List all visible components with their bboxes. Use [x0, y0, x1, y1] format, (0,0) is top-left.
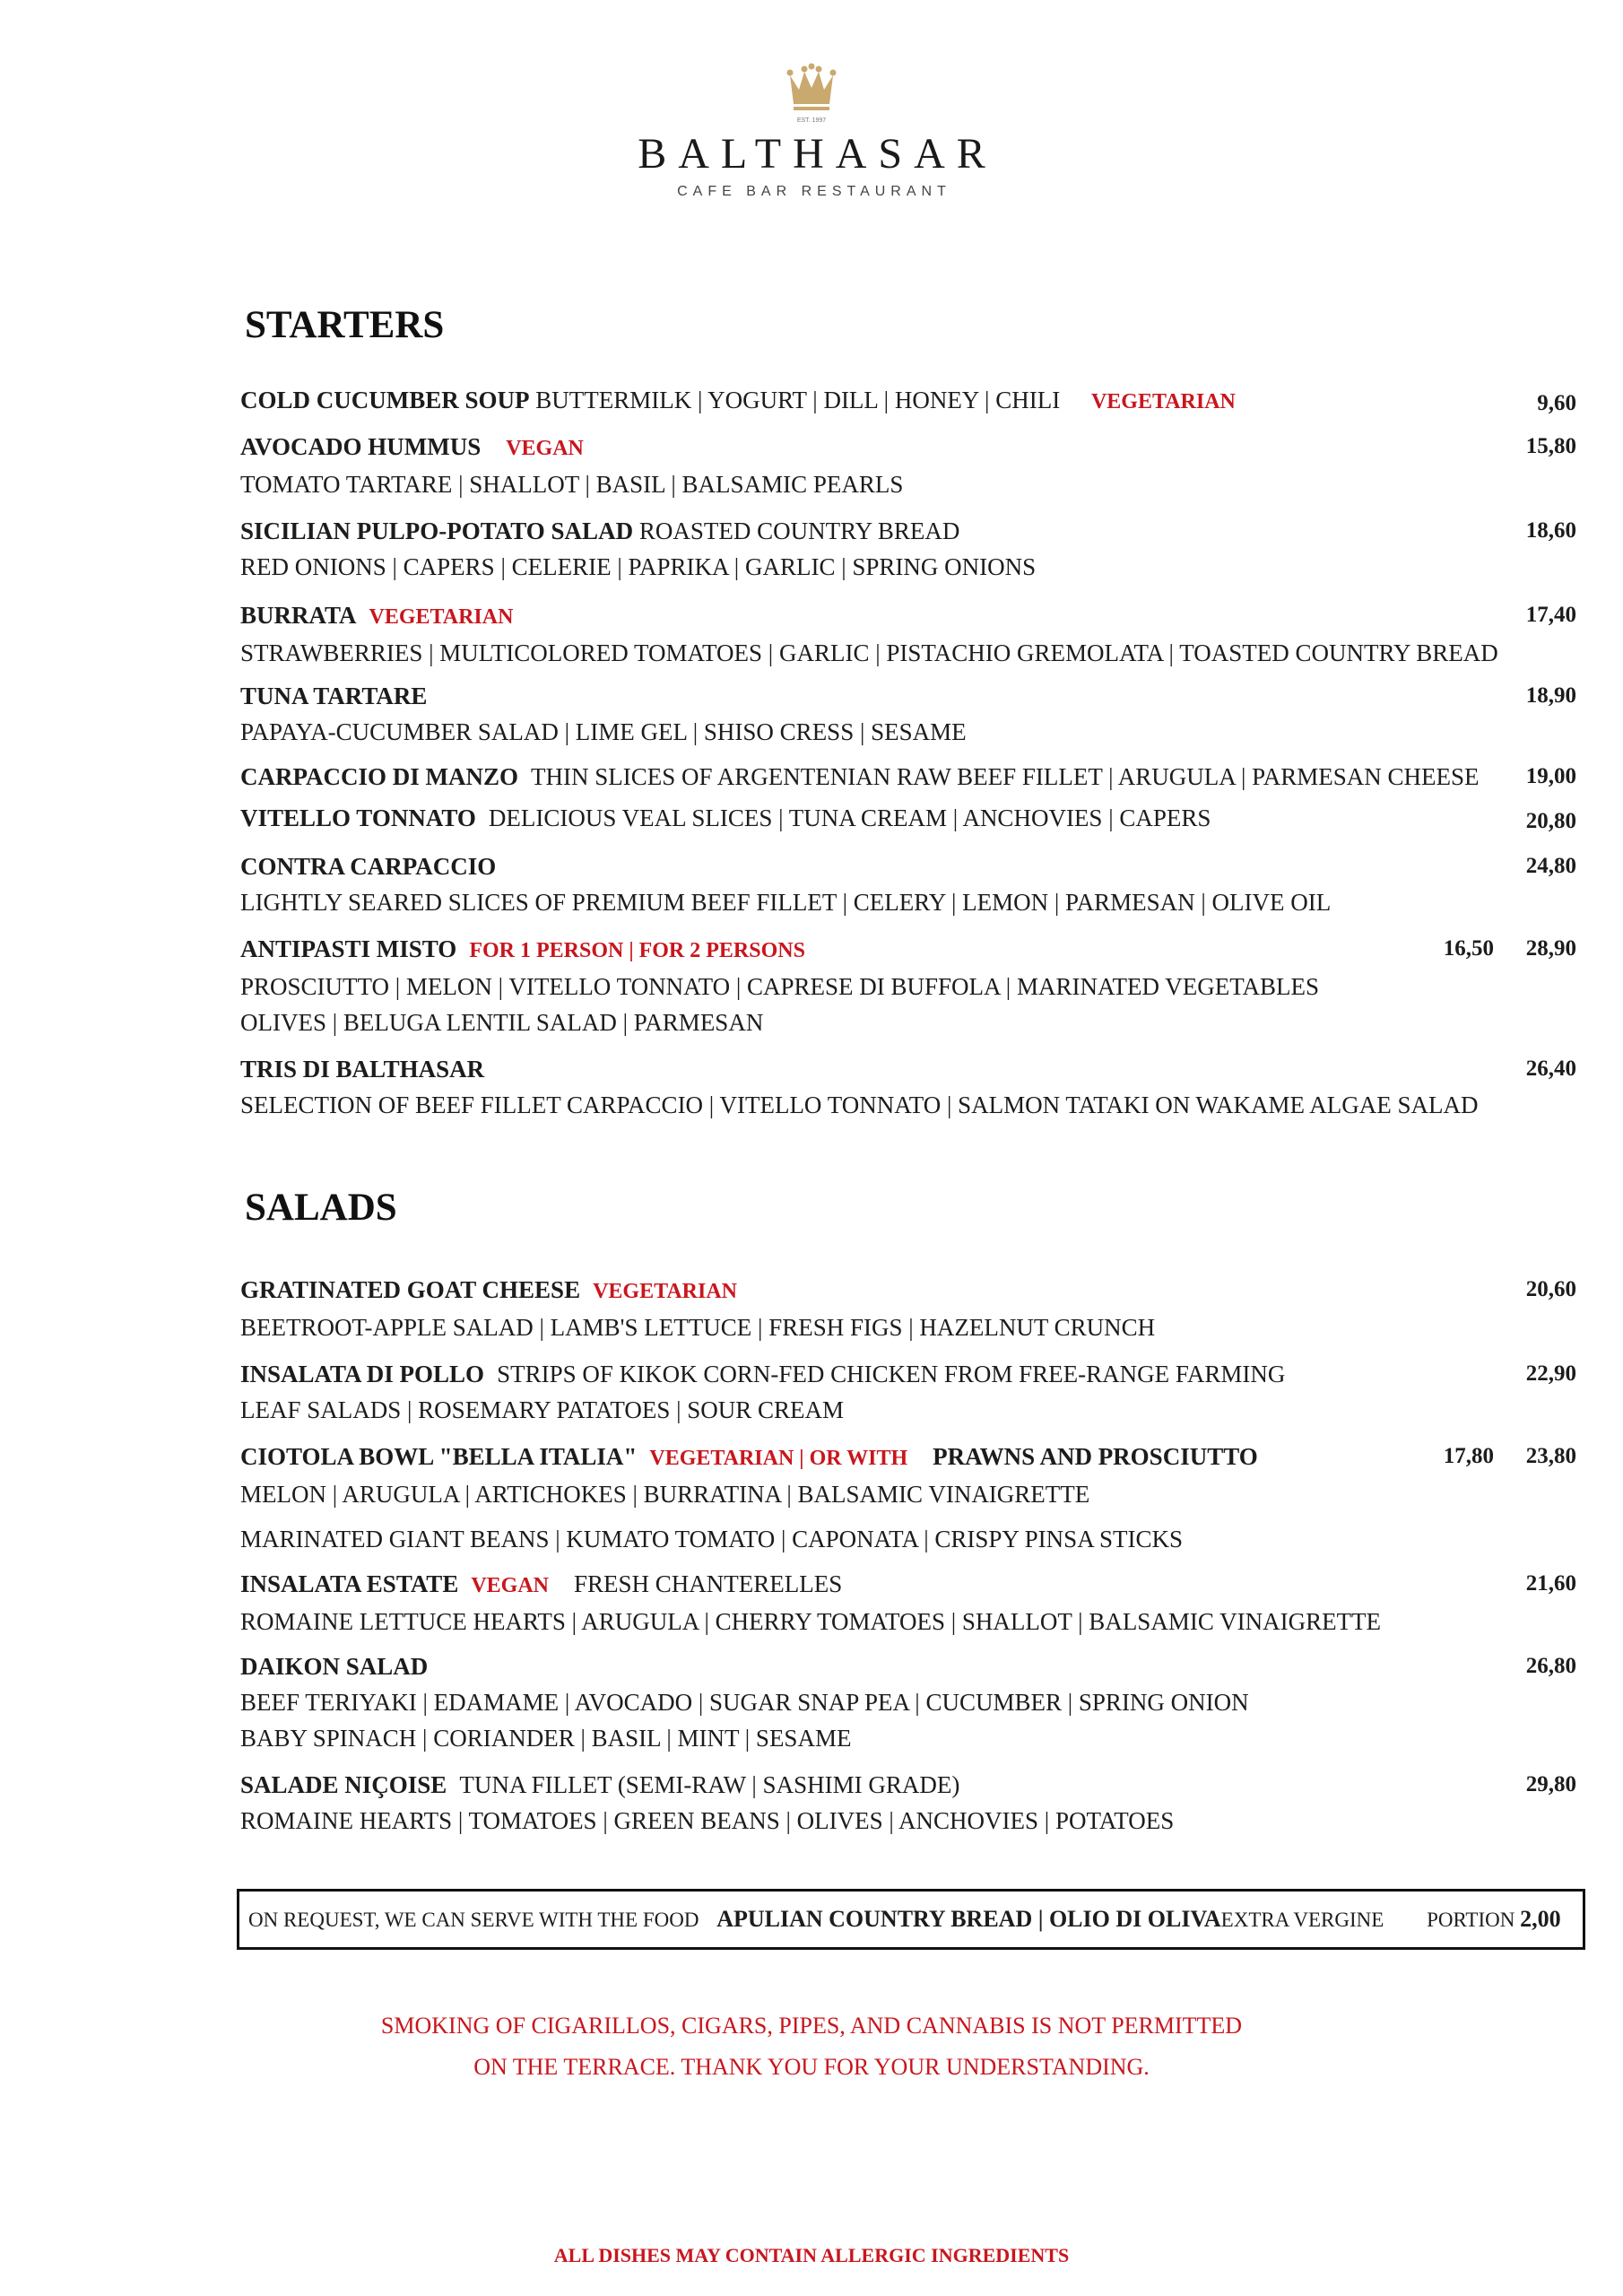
menu-item: [240, 1051, 1576, 1123]
menu-item: [240, 1648, 1576, 1756]
dish-ingredients: PAPAYA-CUCUMBER SALAD | LIME GEL | SHISO CRESS | SESAME: [240, 718, 967, 745]
dish-price: 19,00: [1525, 764, 1576, 788]
dish-ingredients: ROMAINE HEARTS | TOMATOES | GREEN BEANS | OLIVES | ANCHOVIES | POTATOES: [240, 1807, 1175, 1834]
dish-price: 15,80: [1525, 434, 1576, 458]
dish-name: COLD CUCUMBER SOUP: [240, 387, 530, 413]
dish-price: 9,60: [1537, 391, 1576, 415]
dish-name: VITELLO TONNATO: [240, 804, 476, 831]
section-title-starters: STARTERS: [245, 304, 445, 346]
brand-subtitle: CAFE BAR RESTAURANT: [677, 184, 951, 199]
diet-tag: VEGAN: [471, 1574, 550, 1597]
menu-item: [240, 513, 1576, 585]
dish-name: DAIKON SALAD: [240, 1653, 429, 1680]
dish-price: 18,90: [1525, 683, 1576, 708]
dish-description: TUNA FILLET (SEMI-RAW | SASHIMI GRADE): [459, 1771, 960, 1798]
section-title-salads: SALADS: [245, 1187, 397, 1229]
dish-price: 28,90: [1525, 936, 1576, 961]
bread-note-highlight: APULIAN COUNTRY BREAD | OLIO DI OLIVA: [716, 1906, 1221, 1932]
menu-item: [240, 931, 1576, 1040]
portion-price: 2,00: [1520, 1906, 1561, 1932]
dish-price-single: 16,50: [1443, 936, 1494, 961]
dish-name: TUNA TARTARE: [240, 683, 428, 709]
dish-description: DELICIOUS VEAL SLICES | TUNA CREAM | ANCHOVIES | CAPERS: [488, 804, 1211, 831]
diet-tag: VEGETARIAN | OR WITH: [649, 1447, 908, 1470]
bread-note-prefix: ON REQUEST, WE CAN SERVE WITH THE FOOD: [248, 1909, 699, 1931]
dish-description: ROASTED COUNTRY BREAD: [638, 517, 960, 544]
dish-price: 26,40: [1525, 1057, 1576, 1081]
dish-ingredients: STRAWBERRIES | MULTICOLORED TOMATOES | GARLIC | PISTACHIO GREMOLATA | TOASTED COUNTRY BREAD: [240, 639, 1498, 666]
dish-name: TRIS DI BALTHASAR: [240, 1056, 485, 1083]
dish-ingredients: LEAF SALADS | ROSEMARY PATATOES | SOUR CREAM: [240, 1396, 845, 1423]
menu-item: [240, 1566, 1576, 1639]
bread-note-box: [237, 1889, 1585, 1950]
dish-price: 18,60: [1525, 518, 1576, 543]
dish-price: 26,80: [1525, 1654, 1576, 1678]
dish-ingredients: PROSCIUTTO | MELON | VITELLO TONNATO | CAPRESE DI BUFFOLA | MARINATED VEGETABLES: [240, 973, 1320, 1000]
dish-price: 29,80: [1525, 1772, 1576, 1796]
menu-item: [240, 597, 1576, 671]
menu-item: [240, 678, 1576, 750]
diet-tag: VEGAN: [506, 437, 584, 460]
smoking-notice-line1: SMOKING OF CIGARILLOS, CIGARS, PIPES, AND CANNABIS IS NOT PERMITTED: [380, 2013, 1243, 2039]
dish-price: 24,80: [1525, 854, 1576, 878]
dish-name: INSALATA ESTATE: [240, 1570, 459, 1597]
dish-ingredients: MELON | ARUGULA | ARTICHOKES | BURRATINA | BALSAMIC VINAIGRETTE: [240, 1481, 1090, 1508]
diet-tag: FOR 1 PERSON | FOR 2 PERSONS: [469, 939, 805, 962]
dish-price: 21,60: [1525, 1571, 1576, 1596]
dish-ingredients: TOMATO TARTARE | SHALLOT | BASIL | BALSAMIC PEARLS: [240, 471, 904, 498]
menu-item: [240, 800, 1576, 836]
menu-item: [240, 1439, 1576, 1557]
dish-price: 22,90: [1525, 1361, 1576, 1386]
dish-description: FRESH CHANTERELLES: [574, 1570, 843, 1597]
menu-item: [240, 382, 1576, 420]
portion-label: PORTION: [1427, 1909, 1515, 1931]
dish-description: THIN SLICES OF ARGENTENIAN RAW BEEF FILLET | ARUGULA | PARMESAN CHEESE: [531, 763, 1480, 790]
dish-ingredients: MARINATED GIANT BEANS | KUMATO TOMATO | CAPONATA | CRISPY PINSA STICKS: [240, 1526, 1183, 1552]
menu-item: [240, 1767, 1576, 1839]
dish-ingredients: SELECTION OF BEEF FILLET CARPACCIO | VITELLO TONNATO | SALMON TATAKI ON WAKAME ALGAE SALAD: [240, 1091, 1479, 1118]
dish-ingredients: BEETROOT-APPLE SALAD | LAMB'S LETTUCE | FRESH FIGS | HAZELNUT CRUNCH: [240, 1314, 1156, 1341]
dish-price: 17,40: [1525, 603, 1576, 627]
dish-ingredients: BEEF TERIYAKI | EDAMAME | AVOCADO | SUGAR SNAP PEA | CUCUMBER | SPRING ONION: [240, 1689, 1249, 1716]
dish-name: CIOTOLA BOWL "BELLA ITALIA": [240, 1443, 638, 1470]
dish-ingredients: ROMAINE LETTUCE HEARTS | ARUGULA | CHERRY TOMATOES | SHALLOT | BALSAMIC VINAIGRETTE: [240, 1608, 1382, 1635]
dish-price-vegetarian: 17,80: [1443, 1444, 1494, 1468]
dish-name: SALADE NIÇOISE: [240, 1771, 447, 1798]
dish-name: INSALATA DI POLLO: [240, 1361, 485, 1387]
menu-item: [240, 1272, 1576, 1345]
dish-name-addon: PRAWNS AND PROSCIUTTO: [933, 1443, 1258, 1470]
restaurant-logo: [0, 63, 1623, 200]
dish-ingredients: LIGHTLY SEARED SLICES OF PREMIUM BEEF FILLET | CELERY | LEMON | PARMESAN | OLIVE OIL: [240, 889, 1332, 916]
dish-description: BUTTERMILK | YOGURT | DILL | HONEY | CHILI: [535, 387, 1061, 413]
dish-name: SICILIAN PULPO-POTATO SALAD: [240, 517, 634, 544]
diet-tag: VEGETARIAN: [369, 605, 514, 629]
dish-name: CONTRA CARPACCIO: [240, 853, 497, 880]
allergy-notice: ALL DISHES MAY CONTAIN ALLERGIC INGREDIENTS: [553, 2244, 1070, 2266]
bread-note-suffix: EXTRA VERGINE: [1220, 1909, 1384, 1931]
dish-price: 20,60: [1525, 1277, 1576, 1301]
brand-name: BALTHASAR: [638, 130, 997, 178]
dish-name: BURRATA: [240, 602, 357, 629]
dish-name: GRATINATED GOAT CHEESE: [240, 1276, 581, 1303]
dish-name: AVOCADO HUMMUS: [240, 433, 482, 460]
dish-price: 23,80: [1525, 1444, 1576, 1468]
crown-icon: [786, 63, 837, 126]
menu-item: [240, 1356, 1576, 1428]
smoking-notice-line2: ON THE TERRACE. THANK YOU FOR YOUR UNDERSTANDING.: [473, 2054, 1150, 2080]
est-label: EST. 1997: [796, 117, 827, 124]
dish-name: CARPACCIO DI MANZO: [240, 763, 518, 790]
dish-ingredients: BABY SPINACH | CORIANDER | BASIL | MINT | SESAME: [240, 1725, 852, 1752]
dish-price: 20,80: [1525, 809, 1576, 833]
dish-description: STRIPS OF KIKOK CORN-FED CHICKEN FROM FREE-RANGE FARMING: [497, 1361, 1286, 1387]
menu-item: [240, 429, 1576, 502]
dish-ingredients: OLIVES | BELUGA LENTIL SALAD | PARMESAN: [240, 1009, 764, 1036]
dish-ingredients: RED ONIONS | CAPERS | CELERIE | PAPRIKA | GARLIC | SPRING ONIONS: [240, 553, 1037, 580]
menu-item: [240, 848, 1576, 920]
menu-item: [240, 759, 1576, 795]
diet-tag: VEGETARIAN: [593, 1280, 738, 1303]
dish-name: ANTIPASTI MISTO: [240, 935, 457, 962]
diet-tag: VEGETARIAN: [1090, 390, 1236, 413]
